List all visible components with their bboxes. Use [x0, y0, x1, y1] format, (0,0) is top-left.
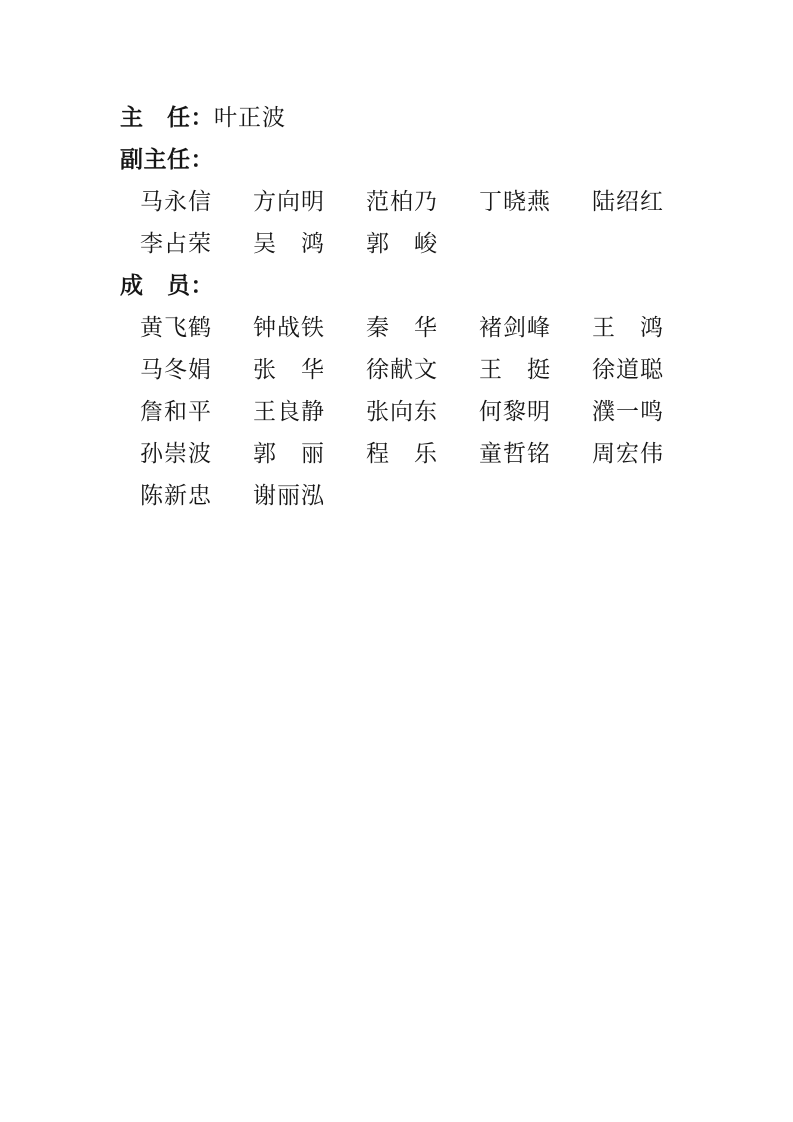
deputy-name: 郭 峻 — [366, 231, 438, 256]
member-name: 黄飞鹤 — [140, 315, 212, 340]
member-name: 张向东 — [366, 399, 438, 424]
deputy-row-2 — [140, 223, 733, 265]
member-name: 马冬娟 — [140, 357, 212, 382]
deputy-name: 李占荣 — [140, 231, 212, 256]
deputy-name: 马永信 — [140, 189, 212, 214]
member-name: 濮一鸣 — [592, 399, 664, 424]
members-row-3 — [140, 391, 733, 433]
deputy-name: 丁晓燕 — [479, 189, 551, 214]
members-row-2 — [140, 349, 733, 391]
members-row-5 — [140, 475, 733, 517]
member-name: 褚剑峰 — [479, 315, 551, 340]
member-name: 詹和平 — [140, 399, 212, 424]
deputy-heading: 副主任： — [120, 147, 214, 172]
director-line — [120, 97, 733, 139]
member-name: 童哲铭 — [479, 441, 551, 466]
member-name: 郭 丽 — [253, 441, 325, 466]
member-name: 秦 华 — [366, 315, 438, 340]
member-name: 陈新忠 — [140, 483, 212, 508]
member-name: 王 挺 — [479, 357, 551, 382]
member-name: 谢丽泓 — [253, 483, 325, 508]
members-row-4 — [140, 433, 733, 475]
deputy-name: 陆绍红 — [592, 189, 664, 214]
deputy-name: 方向明 — [253, 189, 325, 214]
members-row-1 — [140, 307, 733, 349]
deputy-name: 范柏乃 — [366, 189, 438, 214]
member-name: 徐献文 — [366, 357, 438, 382]
deputy-name: 吴 鸿 — [253, 231, 325, 256]
deputy-row-1 — [140, 181, 733, 223]
director-label: 主 任： — [120, 105, 214, 130]
member-name: 孙崇波 — [140, 441, 212, 466]
member-name: 王良静 — [253, 399, 325, 424]
director-name: 叶正波 — [214, 105, 286, 130]
member-name: 何黎明 — [479, 399, 551, 424]
document-content — [0, 0, 793, 517]
members-heading: 成 员： — [120, 273, 214, 298]
member-name: 徐道聪 — [592, 357, 664, 382]
member-name: 王 鸿 — [592, 315, 664, 340]
member-name: 周宏伟 — [592, 441, 664, 466]
member-name: 钟战铁 — [253, 315, 325, 340]
member-name: 程 乐 — [366, 441, 438, 466]
member-name: 张 华 — [253, 357, 325, 382]
